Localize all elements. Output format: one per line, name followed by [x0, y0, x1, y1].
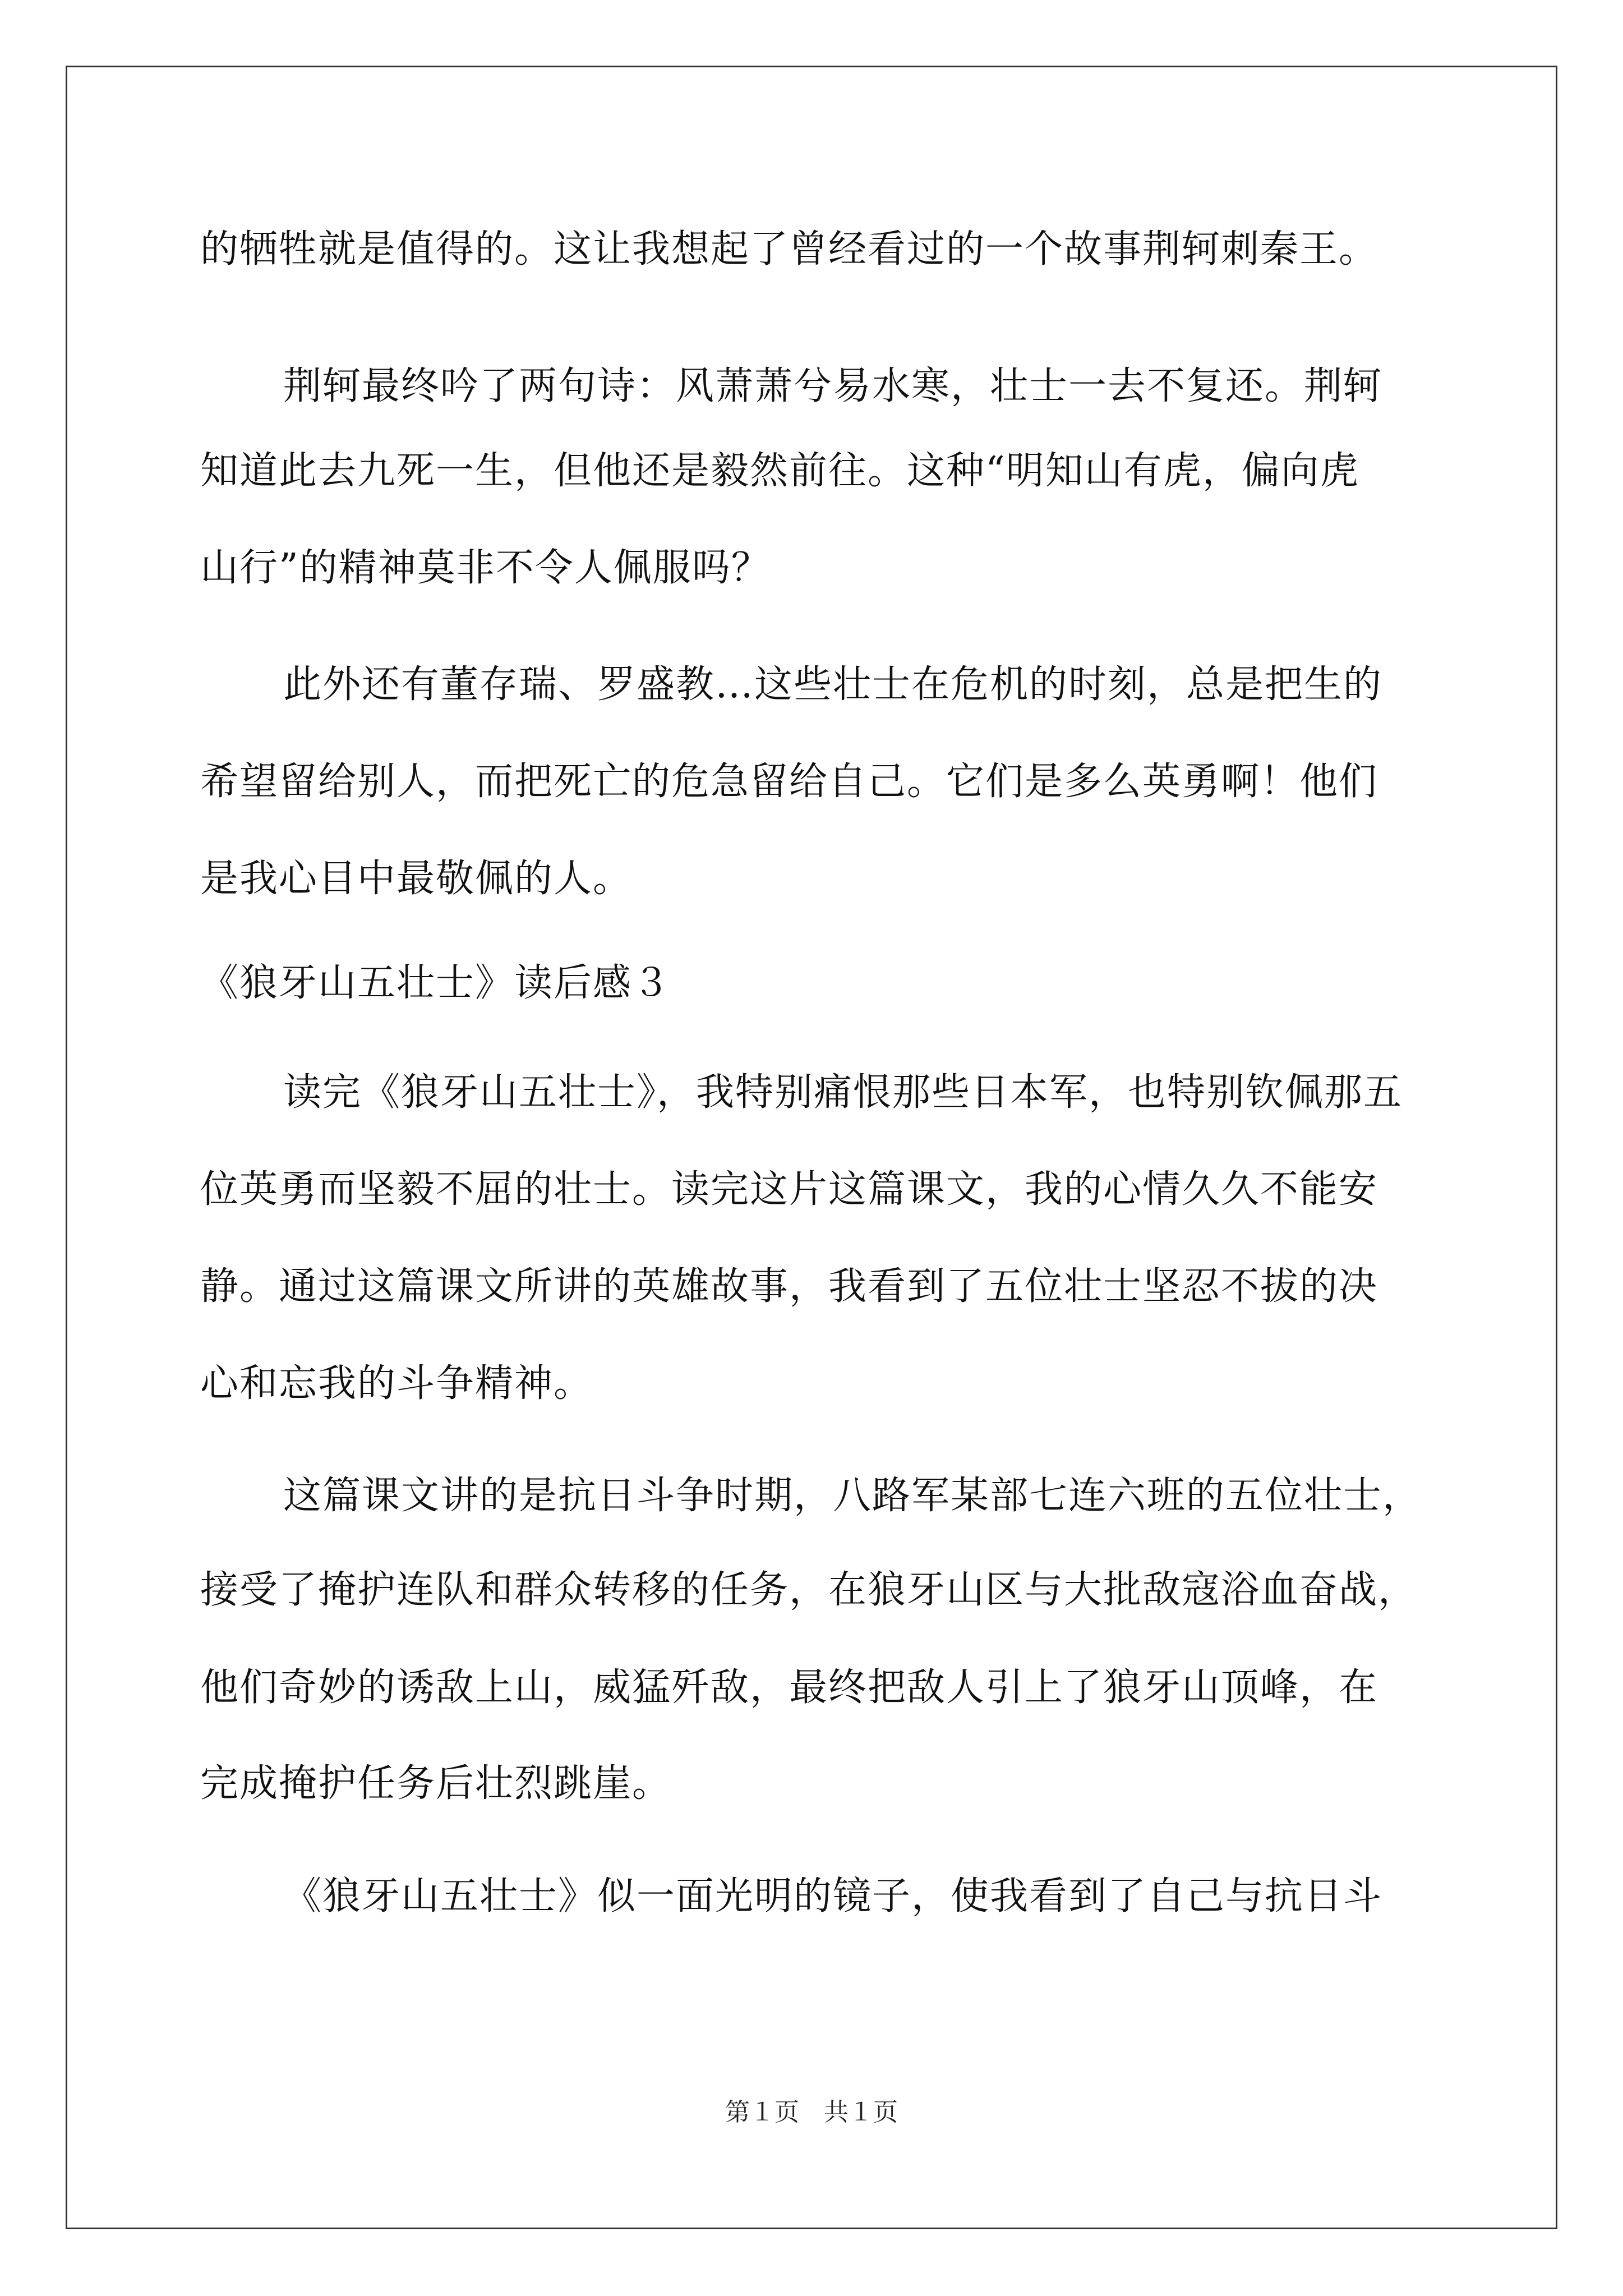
text-line-5: 此外还有董存瑞、罗盛教…这些壮士在危机的时刻，总是把生的 — [283, 662, 1383, 707]
text-line-11: 静。通过这篇课文所讲的英雄故事，我看到了五位壮士坚忍不拔的决 — [200, 1264, 1378, 1309]
text-line-1: 的牺牲就是值得的。这让我想起了曾经看过的一个故事荆轲刺秦王。 — [200, 227, 1378, 272]
text-line-2: 荆轲最终吟了两句诗：风萧萧兮易水寒，壮士一去不复还。荆轲 — [283, 364, 1383, 408]
text-line-12: 心和忘我的斗争精神。 — [200, 1361, 593, 1406]
text-line-9: 读完《狼牙山五壮士》，我特别痛恨那些日本军，也特别钦佩那五 — [283, 1070, 1403, 1115]
section-heading: 《狼牙山五壮士》读后感３ — [200, 961, 672, 1005]
page-footer: 第１页 共１页 — [725, 2098, 898, 2127]
text-line-14: 接受了掩护连队和群众转移的任务，在狼牙山区与大批敌寇浴血奋战， — [200, 1568, 1418, 1612]
text-line-3: 知道此去九死一生，但他还是毅然前往。这种“明知山有虎，偏向虎 — [200, 449, 1359, 493]
text-line-6: 希望留给别人，而把死亡的危急留给自己。它们是多么英勇啊！他们 — [200, 760, 1378, 804]
text-line-15: 他们奇妙的诱敌上山，威猛歼敌，最终把敌人引上了狼牙山顶峰，在 — [200, 1665, 1378, 1710]
text-line-13: 这篇课文讲的是抗日斗争时期，八路军某部七连六班的五位壮士， — [283, 1474, 1422, 1518]
text-line-7: 是我心目中最敬佩的人。 — [200, 857, 633, 901]
text-line-10: 位英勇而坚毅不屈的壮士。读完这片这篇课文，我的心情久久不能安 — [200, 1167, 1378, 1212]
text-line-17: 《狼牙山五壮士》似一面光明的镜子，使我看到了自己与抗日斗 — [283, 1874, 1383, 1918]
text-line-4: 山行”的精神莫非不令人佩服吗？ — [200, 546, 771, 590]
text-line-16: 完成掩护任务后壮烈跳崖。 — [200, 1761, 672, 1806]
